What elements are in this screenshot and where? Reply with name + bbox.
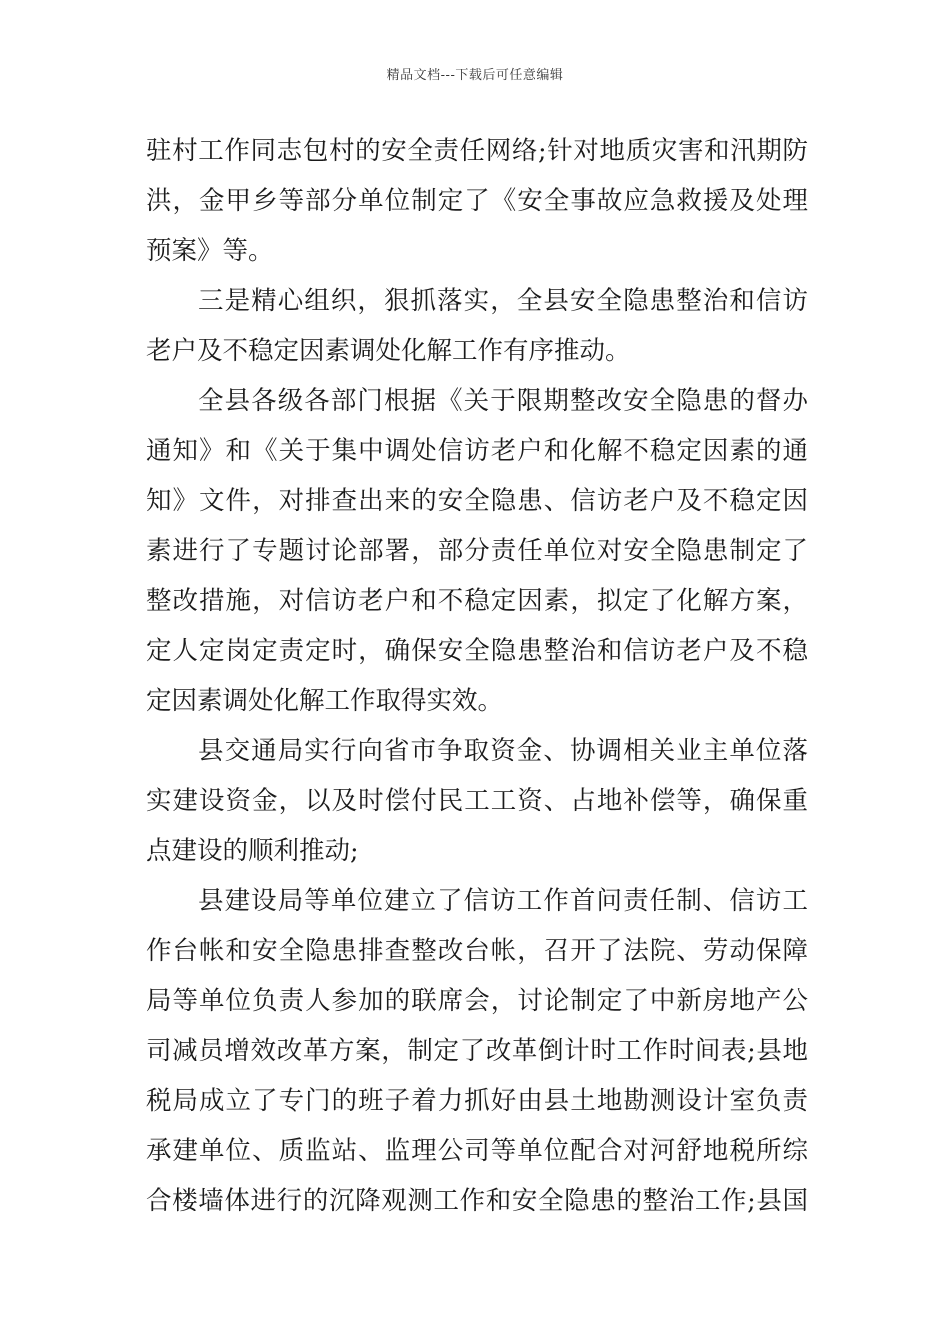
paragraph (146, 726, 808, 876)
text-line: 定因素调处化解工作取得实效。 (146, 686, 504, 716)
page-header: 精品文档---下载后可任意编辑 (386, 68, 564, 83)
paragraph (146, 276, 808, 376)
text-line: 司减员增效改革方案，制定了改革倒计时工作时间表;县地 (146, 1036, 808, 1066)
text-line: 三是精心组织，狠抓落实，全县安全隐患整治和信访 (198, 286, 808, 316)
text-line: 预案》等。 (146, 236, 274, 266)
text-line: 老户及不稳定因素调处化解工作有序推动。 (146, 336, 631, 366)
text-line: 整改措施，对信访老户和不稳定因素，拟定了化解方案， (146, 586, 808, 616)
text-line: 承建单位、质监站、监理公司等单位配合对河舒地税所综 (146, 1136, 808, 1166)
text-line: 洪，金甲乡等部分单位制定了《安全事故应急救援及处理 (146, 186, 808, 216)
paragraph (146, 376, 808, 726)
paragraph (146, 126, 808, 276)
text-line: 定人定岗定责定时，确保安全隐患整治和信访老户及不稳 (146, 636, 808, 666)
text-line: 县交通局实行向省市争取资金、协调相关业主单位落 (198, 736, 808, 766)
text-line: 全县各级各部门根据《关于限期整改安全隐患的督办 (198, 386, 808, 416)
text-line: 县建设局等单位建立了信访工作首问责任制、信访工 (198, 886, 808, 916)
text-line: 素进行了专题讨论部署，部分责任单位对安全隐患制定了 (146, 536, 808, 566)
paragraph (146, 876, 808, 1226)
document-body (146, 126, 808, 1226)
text-line: 通知》和《关于集中调处信访老户和化解不稳定因素的通 (146, 436, 808, 466)
text-line: 实建设资金，以及时偿付民工工资、占地补偿等，确保重 (146, 786, 808, 816)
text-line: 局等单位负责人参加的联席会，讨论制定了中新房地产公 (146, 986, 808, 1016)
text-line: 知》文件，对排查出来的安全隐患、信访老户及不稳定因 (146, 486, 808, 516)
text-line: 驻村工作同志包村的安全责任网络;针对地质灾害和汛期防 (146, 136, 808, 166)
text-line: 点建设的顺利推动; (146, 836, 359, 866)
text-line: 税局成立了专门的班子着力抓好由县土地勘测设计室负责 (146, 1086, 808, 1116)
text-line: 合楼墙体进行的沉降观测工作和安全隐患的整治工作;县国 (146, 1186, 808, 1216)
text-line: 作台帐和安全隐患排查整改台帐，召开了法院、劳动保障 (146, 936, 808, 966)
